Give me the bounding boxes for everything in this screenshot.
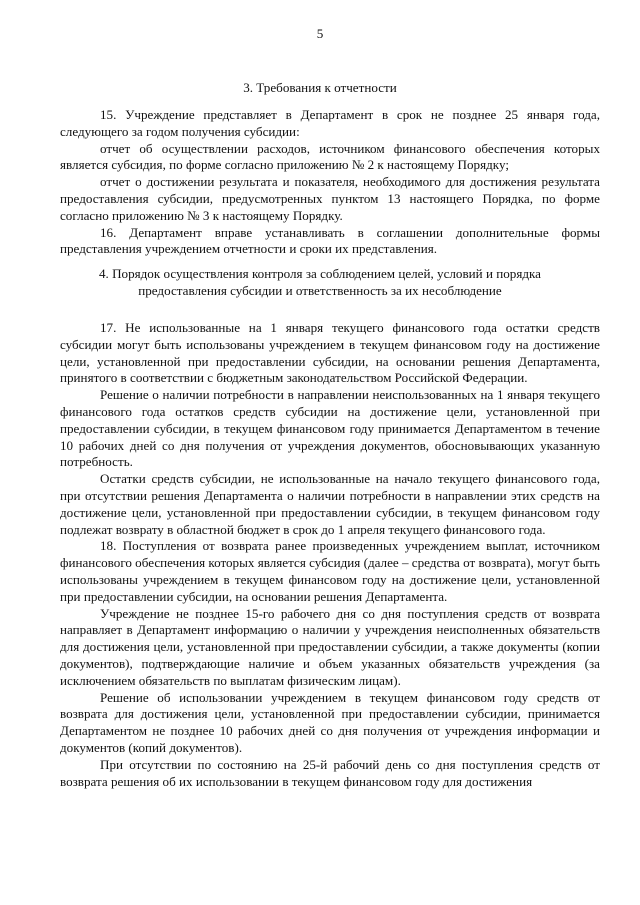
- paragraph-18-information: Учреждение не позднее 15-го рабочего дня со дня поступления средств от возврата направляет в Департамент информацию о наличии у учреждения неисполненных обязательств для достижения цели, установленной при предоставлении субсидии, а также документы (копии документов), подтверждающие наличие и объем указанных обязательств учреждения (за исключением обязательств по выплатам физическим лицам).: [60, 605, 600, 688]
- paragraph-16: 16. Департамент вправе устанавливать в соглашении дополнительные формы представления учреждением отчетности и сроки их представления.: [60, 224, 600, 257]
- paragraph-15: 15. Учреждение представляет в Департамент в срок не позднее 25 января года, следующего за годом получения субсидии:: [60, 107, 600, 139]
- section-4-body: [60, 320, 600, 790]
- paragraph-15-item-1: отчет об осуществлении расходов, источником финансового обеспечения которых является субсидия, по форме согласно приложению № 2 к настоящему Порядку;: [60, 140, 600, 173]
- section-3-body: [60, 107, 600, 258]
- section-4-heading: [60, 266, 580, 300]
- paragraph-17-decision: Решение о наличии потребности в направлении неиспользованных на 1 января текущего финансового года остатков средств субсидии на достижение цели, установленной при предоставлении субсидии, в текущем финансовом году принимается Департаментом в течение 10 рабочих дней со дня получения от учреждения документов, обосновывающих указанную потребность.: [60, 387, 600, 470]
- paragraph-18: 18. Поступления от возврата ранее произведенных учреждением выплат, источником финансового обеспечения которых является субсидия (далее – средства от возврата), могут быть использованы учреждением в текущем финансовом году на достижение цели, установленной при предоставлении субсидии, на основании решения Департамента.: [60, 538, 600, 604]
- paragraph-17: 17. Не использованные на 1 января текущего финансового года остатки средств субсидии могут быть использованы учреждением в текущем финансовом году на достижение цели, установленной при предоставлении субсидии, на основании решения Департамента, принятого в соответствии с бюджетным законодательством Российской Федерации.: [60, 320, 600, 386]
- section-4-heading-line-1: 4. Порядок осуществления контроля за соблюдением целей, условий и порядка: [98, 266, 541, 281]
- paragraph-15-item-2: отчет о достижении результата и показателя, необходимого для достижения результата предоставления субсидии, предусмотренных пунктом 13 настоящего Порядка, по форме согласно приложению № 3 к настоящему Порядку.: [60, 174, 600, 223]
- paragraph-18-absence: При отсутствии по состоянию на 25-й рабочий день со дня поступления средств от возврата решения об их использовании в текущем финансовом году для достижения: [60, 756, 600, 789]
- paragraph-18-decision: Решение об использовании учреждением в текущем финансовом году средств от возврата для достижения цели, установленной при предоставлении субсидии, принимается Департаментом не позднее 10 рабочих дней со дня получения от учреждения информации и документов (копий документов).: [60, 689, 600, 755]
- page-number: 5: [316, 26, 324, 41]
- section-3-heading: 3. Требования к отчетности: [243, 80, 397, 95]
- paragraph-17-remainders: Остатки средств субсидии, не использованные на начало текущего финансового года, при отсутствии решения Департамента о наличии потребности в направлении этих средств на достижение цели, установленной при предоставлении субсидии, в текущем финансовом году подлежат возврату в областной бюджет в срок до 1 апреля текущего финансового года.: [60, 471, 600, 537]
- section-4-heading-line-2: предоставления субсидии и ответственность за их несоблюдение: [138, 282, 502, 298]
